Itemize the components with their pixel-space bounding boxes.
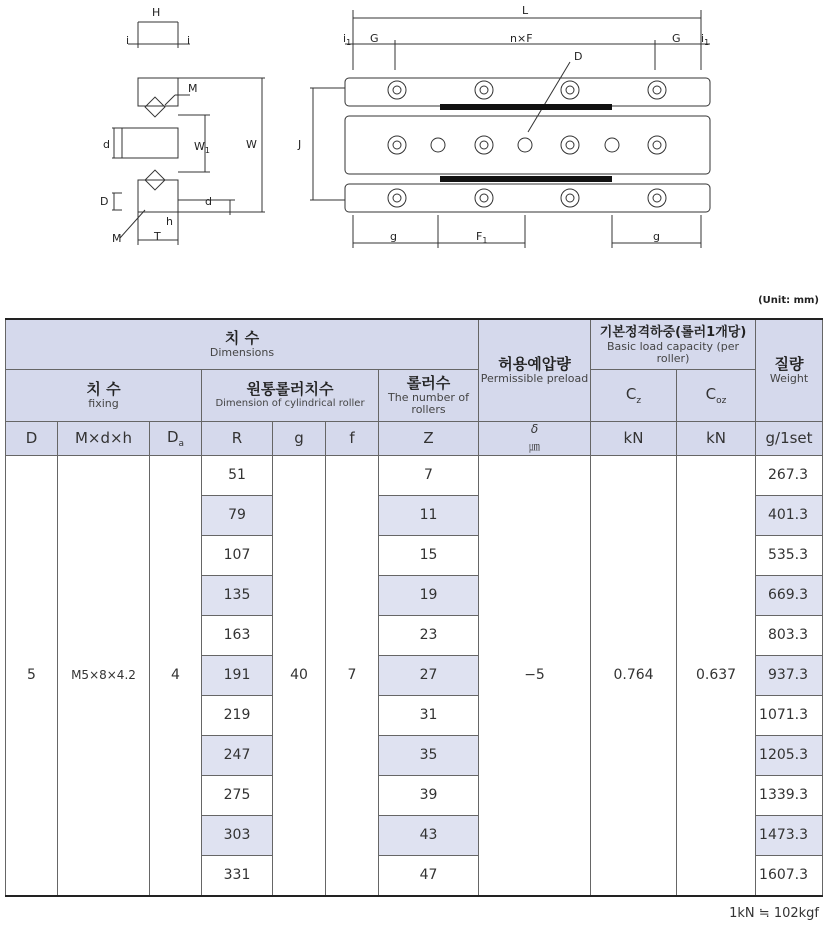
roller-dimension-header: 원통롤러치수 Dimension of cylindrical roller (202, 369, 379, 421)
cell-R: 303 (202, 815, 273, 855)
cell-weight: 535.3 (756, 535, 823, 575)
cell-Z: 31 (379, 695, 479, 735)
cell-f: 7 (326, 455, 379, 896)
dim-G-left-label: G (370, 32, 379, 45)
dim-i1-left-label: $i_1$ (343, 32, 352, 47)
fixing-header: 치 수 fixing (6, 369, 202, 421)
sym-g: g (273, 421, 326, 455)
coz-header: $C_{oz}$ (677, 369, 756, 421)
dim-i-left-label: i (126, 34, 130, 47)
cell-Cz: 0.764 (591, 455, 677, 896)
cell-g: 40 (273, 455, 326, 896)
dim-h-label: h (166, 215, 173, 228)
cell-weight: 937.3 (756, 655, 823, 695)
sym-f: f (326, 421, 379, 455)
dim-D-front-label: D (574, 50, 583, 63)
cell-R: 247 (202, 735, 273, 775)
cell-Z: 23 (379, 615, 479, 655)
cell-Da: 4 (150, 455, 202, 896)
sym-um: δ ㎛ (479, 421, 591, 455)
technical-drawing (0, 0, 829, 290)
cell-Z: 11 (379, 495, 479, 535)
cell-Coz: 0.637 (677, 455, 756, 896)
cell-Z: 7 (379, 455, 479, 495)
cell-R: 51 (202, 455, 273, 495)
weight-header: 질량 Weight (756, 319, 823, 421)
sym-Mdh: M×d×h (58, 421, 150, 455)
cell-Z: 47 (379, 855, 479, 896)
cell-weight: 401.3 (756, 495, 823, 535)
dim-M-top-label: M (188, 82, 198, 95)
cell-weight: 1473.3 (756, 815, 823, 855)
cell-weight: 1607.3 (756, 855, 823, 896)
conversion-footnote: 1kN ≒ 102kgf (729, 906, 819, 921)
cell-Mdh: M5×8×4.2 (58, 455, 150, 896)
cell-R: 331 (202, 855, 273, 896)
cell-R: 219 (202, 695, 273, 735)
cell-weight: 267.3 (756, 455, 823, 495)
cz-header: $C_z$ (591, 369, 677, 421)
preload-header: 허용예압량 Permissible preload (479, 319, 591, 421)
dim-T-label: T (154, 230, 161, 243)
dim-d-label: d (103, 138, 110, 151)
dim-i-right-label: i (187, 34, 191, 47)
cell-R: 135 (202, 575, 273, 615)
load-capacity-header: 기본정격하중(롤러1개당) Basic load capacity (per roller) (591, 319, 756, 369)
dim-W-label: W (246, 138, 257, 151)
cell-Z: 39 (379, 775, 479, 815)
dim-J-label: J (298, 138, 302, 151)
cell-weight: 669.3 (756, 575, 823, 615)
sym-Da: $D_a$ (150, 421, 202, 455)
sym-Z: Z (379, 421, 479, 455)
dim-g-left-label: g (390, 230, 397, 243)
cell-weight: 1339.3 (756, 775, 823, 815)
dim-L-label: L (522, 4, 529, 17)
dim-H-label: H (152, 6, 161, 19)
sym-kN-cz: kN (591, 421, 677, 455)
cell-R: 79 (202, 495, 273, 535)
cell-Z: 27 (379, 655, 479, 695)
spec-table (5, 318, 823, 897)
cell-Z: 35 (379, 735, 479, 775)
dimensions-header: 치 수 Dimensions (6, 319, 479, 369)
sym-weight-unit: g/1set (756, 421, 823, 455)
cell-R: 191 (202, 655, 273, 695)
unit-note: (Unit: mm) (758, 295, 819, 306)
roller-count-header: 롤러수 The number of rollers (379, 369, 479, 421)
cell-R: 163 (202, 615, 273, 655)
sym-R: R (202, 421, 273, 455)
cell-R: 275 (202, 775, 273, 815)
dim-g-right-label: g (653, 230, 660, 243)
dim-nxF-label: n×F (510, 32, 533, 45)
cell-weight: 803.3 (756, 615, 823, 655)
sym-D: D (6, 421, 58, 455)
cell-Z: 15 (379, 535, 479, 575)
cell-preload: −5 (479, 455, 591, 896)
cell-D: 5 (6, 455, 58, 896)
cell-weight: 1205.3 (756, 735, 823, 775)
sym-kN-coz: kN (677, 421, 756, 455)
dim-i1-right-label: $i_1$ (701, 32, 710, 47)
dim-W1-label: $W_1$ (194, 140, 210, 155)
dim-F1-label: $F_1$ (476, 230, 488, 245)
dim-G-right-label: G (672, 32, 681, 45)
dim-D-label: D (100, 195, 109, 208)
dim-M-bottom-label: M (112, 232, 122, 245)
dim-d-lower-label: d (205, 195, 212, 208)
cell-Z: 19 (379, 575, 479, 615)
cell-Z: 43 (379, 815, 479, 855)
cell-R: 107 (202, 535, 273, 575)
cell-weight: 1071.3 (756, 695, 823, 735)
